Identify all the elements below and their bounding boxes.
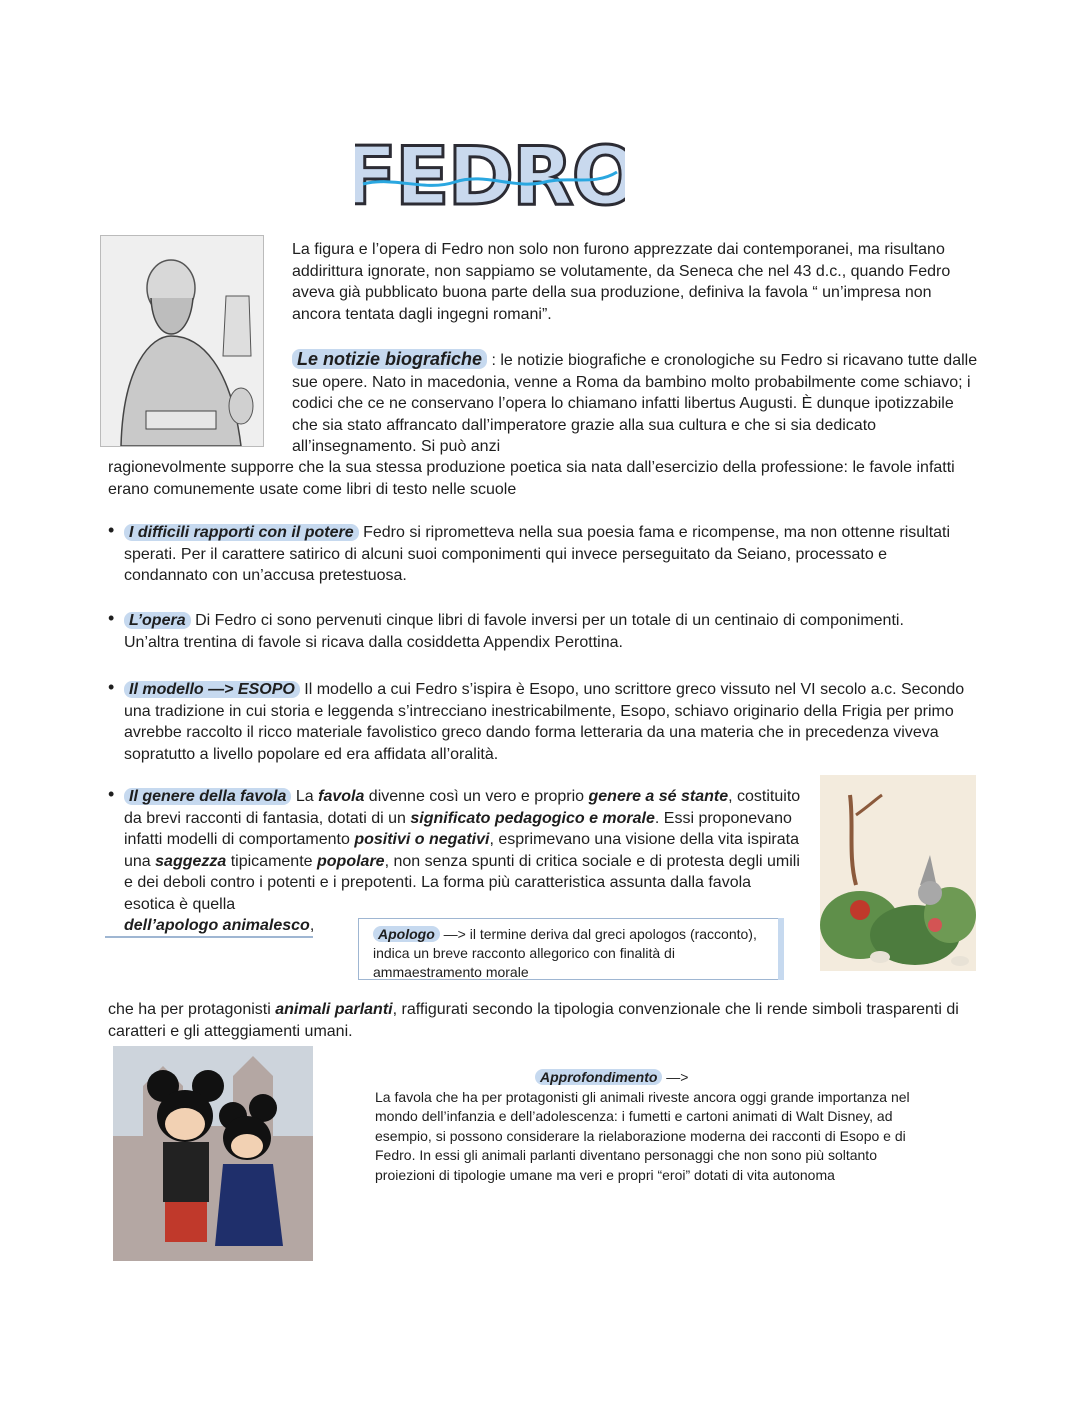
bullet-icon: • <box>108 784 115 804</box>
approfondimento-text: La favola che ha per protagonisti gli animali riveste ancora oggi grande importanza nel mondo dell’infanzia e dell’adolescenza: i fumetti e cartoni animati di Walt Disney, ad esempio, si possono considerare la rielaborazione moderna dei racconti di Esopo e di Fedro. In essi gli animali parlanti diventano personaggi che non sono più soltanto proiezioni di tipologie umane ma veri e propri “eroi” dotati di vita autonoma <box>375 1088 910 1183</box>
fable-illustration-image <box>820 775 976 971</box>
intro-paragraph: La figura e l’opera di Fedro non solo non furono apprezzate dai contemporanei, ma risultano addirittura ignorate, non sappiamo se volutamente, da Seneca che nel 43 d.c., quando Fedro aveva già pubblicato buona parte della sua produzione, definiva la favola “ un’impresa non ancora tentata dagli ingegni romani”. <box>292 241 951 323</box>
bullet-icon: • <box>108 677 115 697</box>
title-graphic <box>355 132 625 214</box>
section-opera: L’opera Di Fedro ci sono pervenuti cinque libri di favole inversi per un totale di un centinaio di componimenti. Un’altra trentina di favole si ricava dalla cosiddetta Appendix Perottina. <box>124 612 904 651</box>
continuation-paragraph: che ha per protagonisti animali parlanti, raffigurati secondo la tipologia convenzionale che li rende simboli trasparenti di caratteri e gli atteggiamenti umani. <box>108 1001 959 1040</box>
approfondimento-title-row: Approfondimento —> <box>375 1068 915 1088</box>
title-text: FEDRO <box>355 132 625 214</box>
section-genere: Il genere della favola La favola divenne così un vero e proprio genere a sé stante, costituito da brevi racconti di fantasia, dotati di un significato pedagogico e morale. Essi proponevano infatti modelli di comportamento positivi o negativi, esprimevano una visione della vita ispirata una saggezza tipicamente popolare, non senza spunti di critica sociale e di protesta degli umili e dei deboli contro i potenti e i prepotenti. La forma più caratteristica assunta dalla favola esotica è quella <box>124 788 801 913</box>
section-potere: I difficili rapporti con il potere Fedro si riprometteva nella sua poesia fama e ricompense, ma non ottenne risultati sperati. Per il carattere satirico di alcuni suoi componimenti qui invece perseguitato da Seiano, processato e condannato con un’accusa pretestuosa. <box>124 524 951 584</box>
apologo-term: Apologo <box>373 926 440 942</box>
apologo-note <box>358 918 784 980</box>
bullet-icon: • <box>108 608 115 628</box>
apologo-text: —> il termine deriva dal greci apologos (racconto), indica un breve racconto allegorico con finalità di ammaestramento morale <box>373 926 757 980</box>
divider <box>105 936 313 938</box>
biografia-heading: Le notizie biografiche <box>292 349 487 369</box>
section-modello: Il modello —> ESOPO Il modello a cui Fedro s’ispira è Esopo, uno scrittore greco vissuto nel VI secolo a.c. Secondo una tradizione in cui storia e leggenda s’intrecciano inestricabilmente, Esopo, schiavo originario della Frigia per primo avrebbe raccolto il ricco materiale favolistico greco dando forma letteraria da una materia che in precedenza viveva sopratutto a livello popolare ed era affidata all’oralità. <box>124 681 965 763</box>
biografia-paragraph: Le notizie biografiche : le notizie biografiche e cronologiche su Fedro si ricavano tutte dalle sue opere. Nato in macedonia, venne a Roma da bambino molto probabilmente come schiavo; i codici che ce ne conservano l’opera lo chiamano infatti libertus Augusti. È dunque ipotizzabile che sia stato affrancato dall’imperatore grazie alla sua cultura e che si sia dedicato all’insegnamento. Si può anzi <box>292 349 978 455</box>
note-accent-bar <box>778 918 784 980</box>
approfondimento-heading: Approfondimento <box>535 1069 662 1085</box>
biografia-continuation: ragionevolmente supporre che la sua stessa produzione poetica sia nata dall’esercizio della professione: le favole infatti erano comunemente usate come libri di testo nelle scuole <box>108 459 955 498</box>
section-heading-modello: Il modello —> ESOPO <box>124 681 300 698</box>
page-title <box>355 132 625 214</box>
approfondimento-box <box>375 1068 915 1185</box>
section-heading-potere: I difficili rapporti con il potere <box>124 524 359 541</box>
mickey-minnie-image <box>113 1046 313 1261</box>
section-heading-opera: L’opera <box>124 612 191 629</box>
bullet-icon: • <box>108 520 115 540</box>
fedro-portrait-image <box>100 235 264 447</box>
genere-last-line: dell’apologo animalesco, <box>124 917 315 934</box>
section-heading-genere: Il genere della favola <box>124 788 291 805</box>
biografia-text: le notizie biografiche e cronologiche su Fedro si ricavano tutte dalle sue opere. Nato in macedonia, venne a Roma da bambino molto probabilmente come schiavo; i codici che ce ne conservano l’opera lo chiamano infatti libertus Augusti. È dunque ipotizzabile che sia stato affrancato dall’imperatore grazie alla sua cultura e che si sia dedicato all’insegnamento. Si può anzi <box>292 352 978 455</box>
